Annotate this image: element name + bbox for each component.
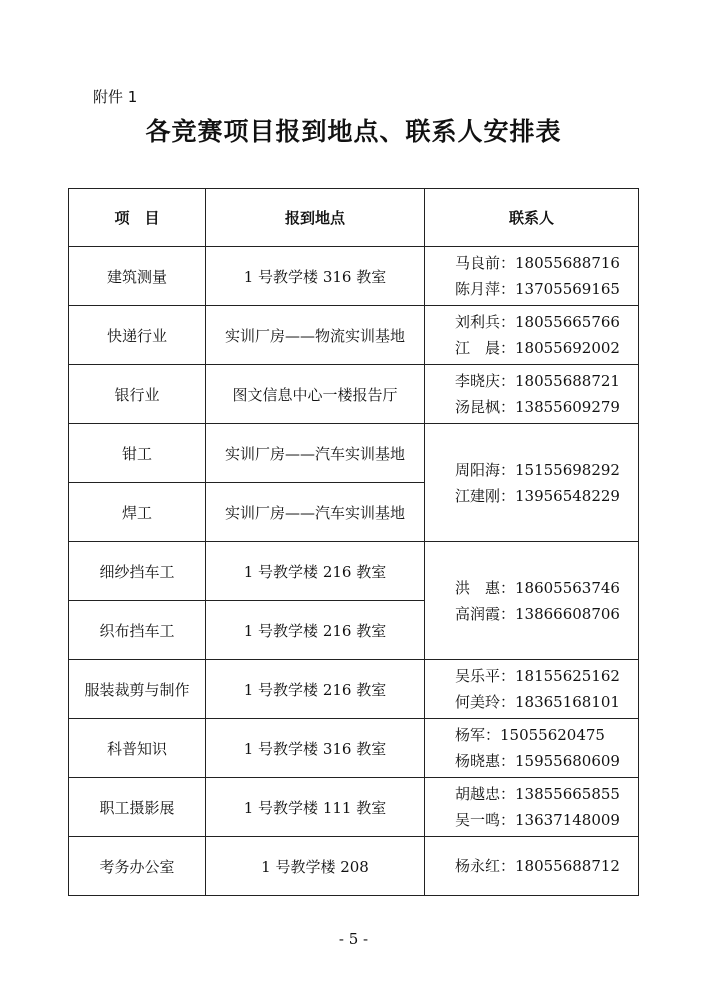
table-row: [69, 365, 639, 424]
contact-line: 李晓庆：18055688721: [455, 372, 620, 390]
contact-line: 周阳海：15155698292: [455, 460, 620, 479]
project-cell: 焊工: [69, 483, 206, 542]
project-cell: 银行业: [69, 365, 206, 424]
attachment-label: 附件 1: [93, 88, 138, 106]
project-cell: 科普知识: [69, 719, 206, 778]
contact-line: 陈月萍：13705569165: [455, 280, 620, 298]
table-header-row: [69, 189, 639, 247]
contacts-cell: [425, 778, 639, 837]
table-row: [69, 719, 639, 778]
location-cell: 1 号教学楼 216 教室: [206, 542, 425, 601]
location-cell: 1 号教学楼 316 教室: [206, 247, 425, 306]
document-title: 各竞赛项目报到地点、联系人安排表: [145, 117, 562, 146]
table-row: [69, 778, 639, 837]
location-cell: 图文信息中心一楼报告厅: [206, 365, 425, 424]
project-cell: 快递行业: [69, 306, 206, 365]
project-cell: 钳工: [69, 424, 206, 483]
table-row: [69, 660, 639, 719]
contact-line: 刘利兵：18055665766: [455, 313, 620, 331]
table-row: [69, 542, 639, 601]
location-cell: 实训厂房——物流实训基地: [206, 306, 425, 365]
location-cell: 1 号教学楼 111 教室: [206, 778, 425, 837]
contact-line: 吴乐平：18155625162: [455, 667, 620, 685]
contact-line: 马良前：18055688716: [455, 254, 620, 272]
project-cell: 细纱挡车工: [69, 542, 206, 601]
contact-line: 杨军：15055620475: [455, 726, 605, 744]
contacts-cell: [425, 306, 639, 365]
contact-line: 高润霞：13866608706: [455, 604, 620, 623]
project-cell: 织布挡车工: [69, 601, 206, 660]
table-row: [69, 837, 639, 896]
contact-line: 杨晓惠：15955680609: [455, 752, 620, 770]
schedule-table: [68, 188, 639, 896]
location-cell: 实训厂房——汽车实训基地: [206, 424, 425, 483]
contact-line: 胡越忠：13855665855: [455, 785, 620, 803]
contacts-cell: [425, 424, 639, 542]
location-cell: 实训厂房——汽车实训基地: [206, 483, 425, 542]
contact-line: 洪 惠：18605563746: [455, 578, 620, 597]
contacts-cell: [425, 247, 639, 306]
project-cell: 建筑测量: [69, 247, 206, 306]
contact-line: 何美玲：18365168101: [455, 693, 620, 711]
contact-line: 江 晨：18055692002: [455, 339, 620, 357]
contact-line: 吴一鸣：13637148009: [455, 811, 620, 829]
header-contacts: 联系人: [425, 189, 639, 247]
location-cell: 1 号教学楼 216 教室: [206, 660, 425, 719]
contacts-cell: [425, 719, 639, 778]
contact-line: 汤昆枫：13855609279: [455, 398, 620, 416]
project-cell: 服装裁剪与制作: [69, 660, 206, 719]
table-row: [69, 306, 639, 365]
location-cell: 1 号教学楼 216 教室: [206, 601, 425, 660]
contacts-cell: [425, 542, 639, 660]
contact-line: 杨永红：18055688712: [455, 857, 620, 875]
table-row: [69, 424, 639, 483]
project-cell: 职工摄影展: [69, 778, 206, 837]
contacts-cell: [425, 365, 639, 424]
header-location: 报到地点: [206, 189, 425, 247]
table-row: [69, 247, 639, 306]
project-cell: 考务办公室: [69, 837, 206, 896]
location-cell: 1 号教学楼 316 教室: [206, 719, 425, 778]
page-number: - 5 -: [338, 930, 369, 948]
contacts-cell: [425, 837, 639, 896]
contacts-cell: [425, 660, 639, 719]
contact-line: 江建刚：13956548229: [455, 486, 620, 505]
header-project: 项 目: [69, 189, 206, 247]
location-cell: 1 号教学楼 208: [206, 837, 425, 896]
